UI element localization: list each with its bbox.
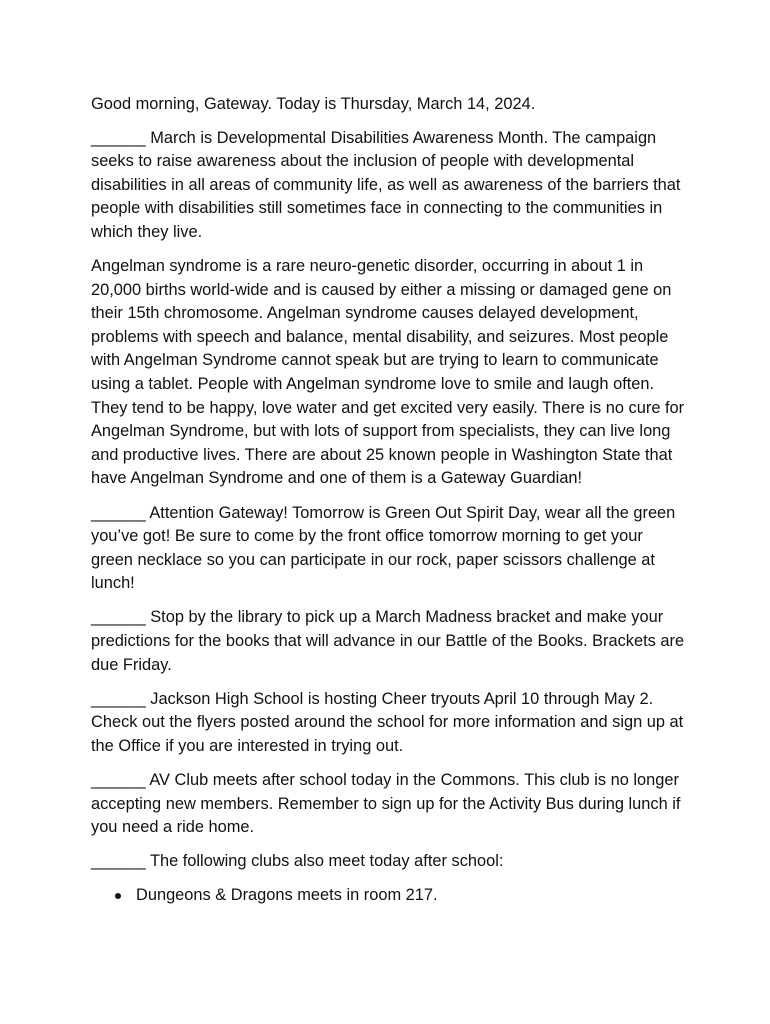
paragraph-clubs-intro: ______ The following clubs also meet today after school: (91, 852, 504, 871)
list-item-text: Dungeons & Dragons meets in room 217. (136, 886, 438, 905)
paragraph-angelman-syndrome: Angelman syndrome is a rare neuro-genetic disorder, occurring in about 1 in 20,000 births world-wide and is caused by either a missing or damaged gene on their 15th chromosome. Angelman syndrome causes delayed development, problems with speech and balance, mental disability, and seizures. Most people with Angelman Syndrome cannot speak but are trying to learn to communicate using a tablet. People with Angelman syndrome love to smile and laugh often. They tend to be happy, love water and get excited very easily. There is no cure for Angelman Syndrome, but with lots of support from specialists, they can live long and productive lives. There are about 25 known people in Washington State that have Angelman Syndrome and one of them is a Gateway Guardian! (91, 257, 685, 488)
paragraph-green-out-spirit-day: ______ Attention Gateway! Tomorrow is Green Out Spirit Day, wear all the green you’ve got! Be sure to come by the front office tomorrow morning to get your green necklace so you can participate in our rock, paper scissors challenge at lunch! (91, 503, 676, 593)
paragraph-av-club: ______ AV Club meets after school today in the Commons. This club is no longer accepting new members. Remember to sign up for the Activity Bus during lunch if you need a ride home. (91, 770, 681, 837)
paragraph-march-madness-bracket: ______ Stop by the library to pick up a March Madness bracket and make your predictions for the books that will advance in our Battle of the Books. Brackets are due Friday. (91, 608, 685, 674)
clubs-list (91, 884, 687, 908)
paragraph-disabilities-awareness: ______ March is Developmental Disabilities Awareness Month. The campaign seeks to raise awareness about the inclusion of people with developmental disabilities in all areas of community life, as well as awareness of the barriers that people with disabilities still sometimes face in connecting to the communities in which they live. (91, 128, 681, 241)
paragraph-cheer-tryouts: ______ Jackson High School is hosting Cheer tryouts April 10 through May 2. Check out the flyers posted around the school for more information and sign up at the Office if you are interested in trying out. (91, 689, 684, 755)
list-item (91, 884, 687, 908)
bullet-icon (115, 893, 121, 899)
document-page (91, 93, 687, 908)
greeting-line: Good morning, Gateway. Today is Thursday, March 14, 2024. (91, 95, 536, 113)
